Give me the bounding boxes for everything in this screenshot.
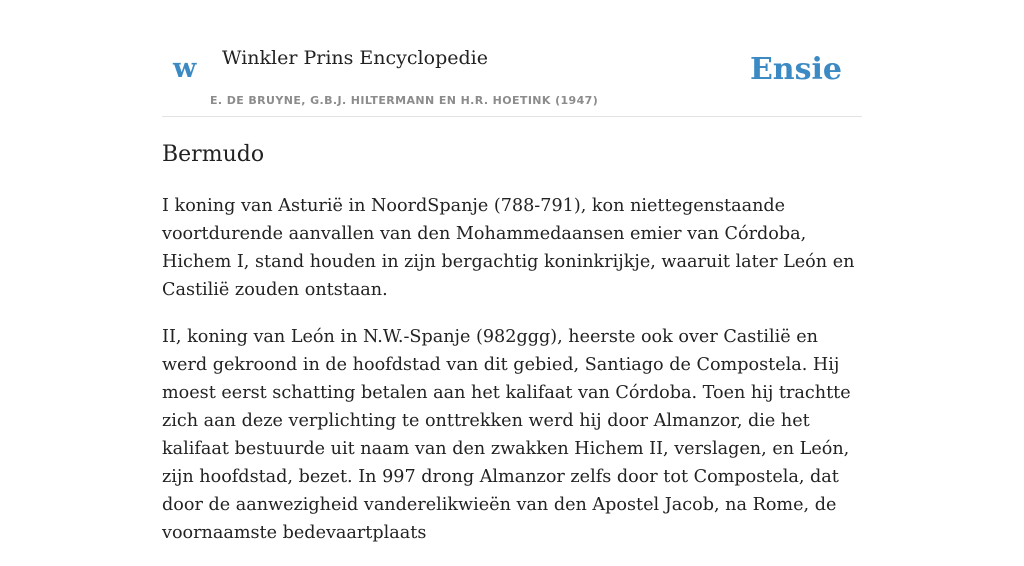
article-paragraph: II, koning van León in N.W.-Spanje (982ggg), heerste ook over Castilië en werd gekroond in de hoofdstad van dit gebied, Santiago de Compostela. Hij moest eerst schatting betalen aan het kalifaat van Córdoba. Toen hij trachtte zich aan deze verplichting te onttrekken werd hij door Almanzor, die het kalifaat bestuurde uit naam van den zwakken Hichem II, verslagen, en León, zijn hoofdstad, bezet. In 997 drong Almanzor zelfs door tot Compostela, dat door de aanwezigheid vanderelikwieën van den Apostel Jacob, na Rome, de voornaamste bedevaartplaats: [162, 327, 851, 543]
page-container: [162, 0, 862, 543]
site-header: [162, 0, 862, 117]
page-title: Bermudo: [162, 142, 265, 167]
winkler-prins-logo[interactable]: w: [173, 53, 197, 84]
authors-line: E. DE BRUYNE, G.B.J. HILTERMANN EN H.R. HOETINK (1947): [210, 94, 599, 107]
ensie-brand-link[interactable]: Ensie: [749, 52, 842, 87]
article-body: [162, 192, 862, 566]
article-paragraph: I koning van Asturië in NoordSpanje (788-791), kon niettegenstaande voortdurende aanvallen van den Mohammedaansen emier van Córdoba, Hichem I, stand houden in zijn bergachtig koninkrijkje, waaruit later León en Castilië zouden ontstaan.: [162, 196, 855, 300]
site-title: Winkler Prins Encyclopedie: [222, 47, 488, 69]
